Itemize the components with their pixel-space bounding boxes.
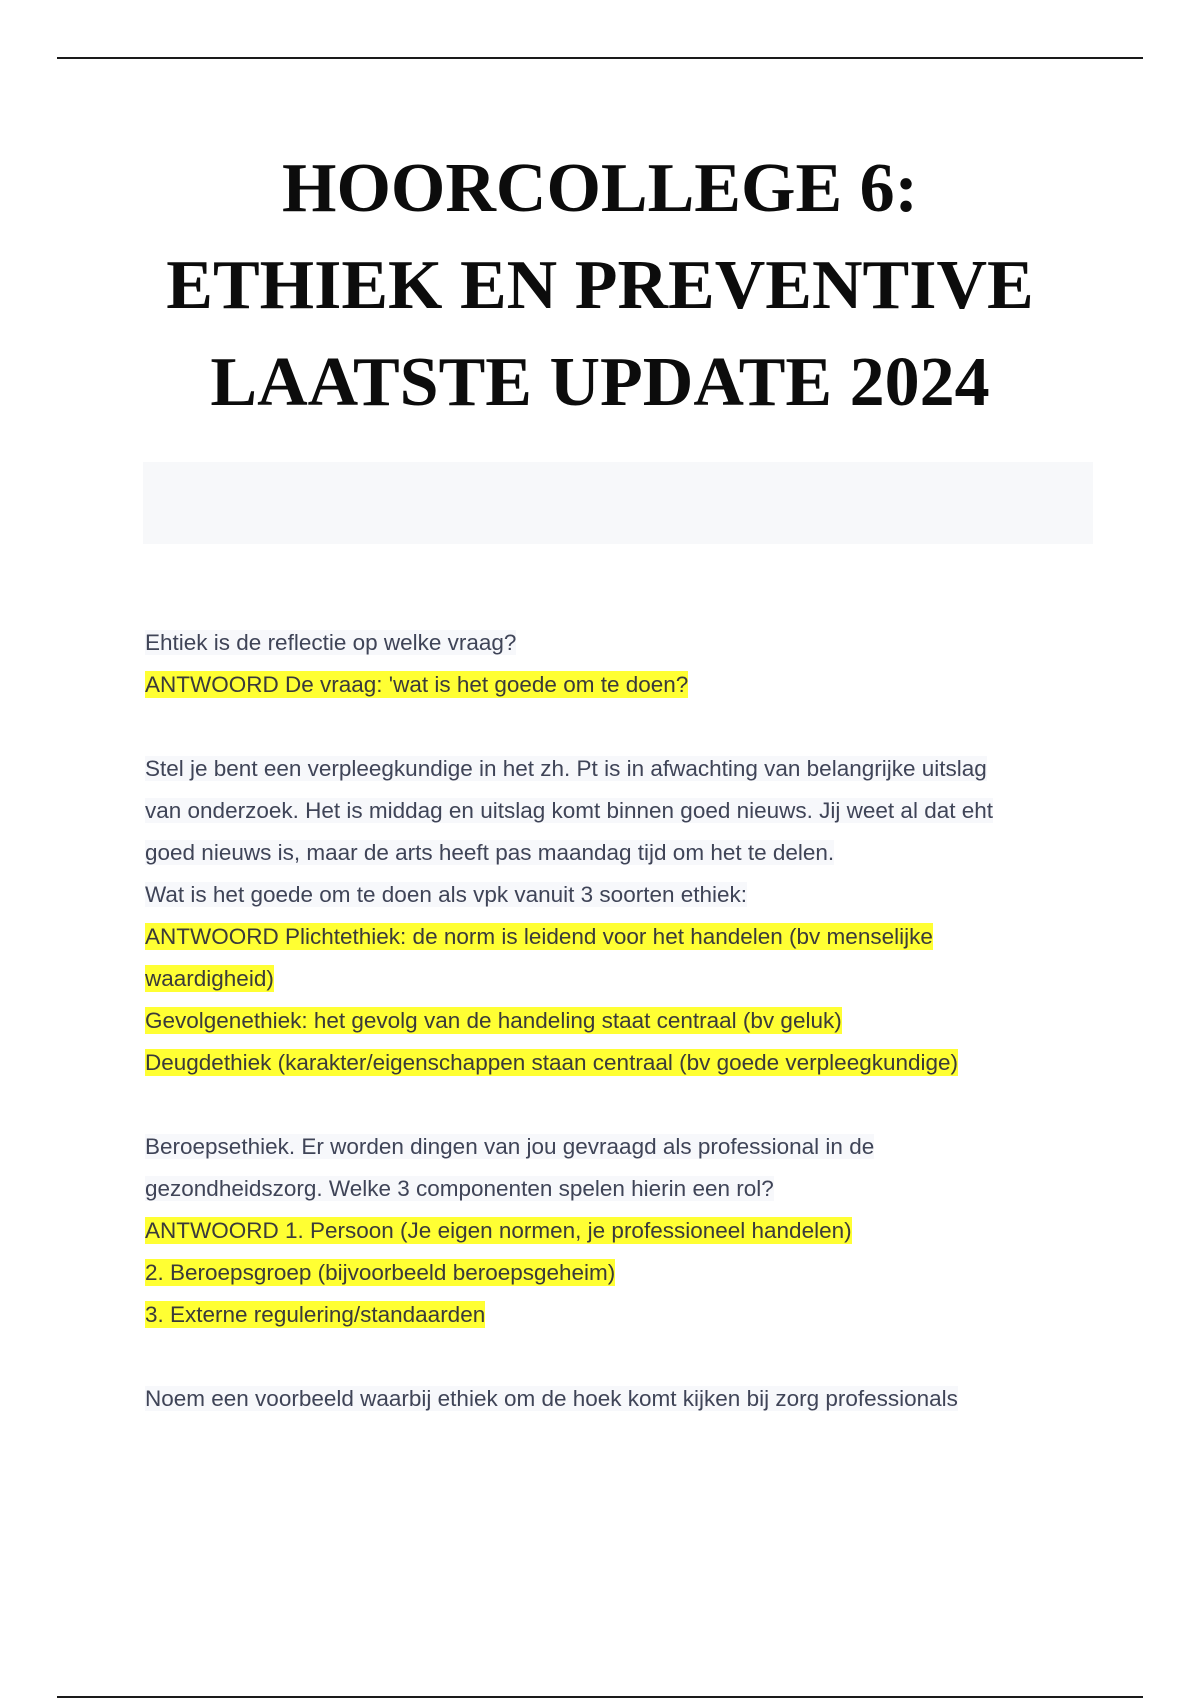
title-line-3: LAATSTE UPDATE 2024 — [210, 344, 990, 421]
question-2-line: van onderzoek. Het is middag en uitslag komt binnen goed nieuws. Jij weet al dat eht — [145, 798, 994, 823]
bottom-rule — [57, 1696, 1143, 1698]
answer-2-line: Deugdethiek (karakter/eigenschappen staan centraal (bv goede verpleegkundige) — [145, 1050, 959, 1075]
question-3-line: gezondheidszorg. Welke 3 componenten spelen hierin een rol? — [145, 1176, 774, 1201]
answer-3-line: 3. Externe regulering/standaarden — [145, 1302, 486, 1327]
document-body — [145, 622, 1065, 1420]
title-line-2: ETHIEK EN PREVENTIVE — [166, 247, 1034, 324]
placeholder-box — [143, 462, 1093, 544]
answer-3-line: ANTWOORD 1. Persoon (Je eigen normen, je professioneel handelen) — [145, 1218, 852, 1243]
top-rule — [57, 57, 1143, 59]
answer-3-line: 2. Beroepsgroep (bijvoorbeeld beroepsgeheim) — [145, 1260, 616, 1285]
question-2-line: goed nieuws is, maar de arts heeft pas maandag tijd om het te delen. — [145, 840, 835, 865]
title-line-1: HOORCOLLEGE 6: — [282, 150, 918, 227]
question-3-line: Beroepsethiek. Er worden dingen van jou gevraagd als professional in de — [145, 1134, 875, 1159]
answer-2-line: waardigheid) — [145, 966, 274, 991]
question-2-line: Wat is het goede om te doen als vpk vanuit 3 soorten ethiek: — [145, 882, 748, 907]
question-2-line: Stel je bent een verpleegkundige in het zh. Pt is in afwachting van belangrijke uitslag — [145, 756, 987, 781]
answer-1: ANTWOORD De vraag: 'wat is het goede om te doen? — [145, 672, 689, 697]
answer-2-line: Gevolgenethiek: het gevolg van de handeling staat centraal (bv geluk) — [145, 1008, 842, 1033]
answer-2-line: ANTWOORD Plichtethiek: de norm is leidend voor het handelen (bv menselijke — [145, 924, 933, 949]
question-1: Ehtiek is de reflectie op welke vraag? — [145, 630, 517, 655]
question-4: Noem een voorbeeld waarbij ethiek om de hoek komt kijken bij zorg professionals — [145, 1386, 958, 1411]
document-title — [100, 140, 1100, 431]
